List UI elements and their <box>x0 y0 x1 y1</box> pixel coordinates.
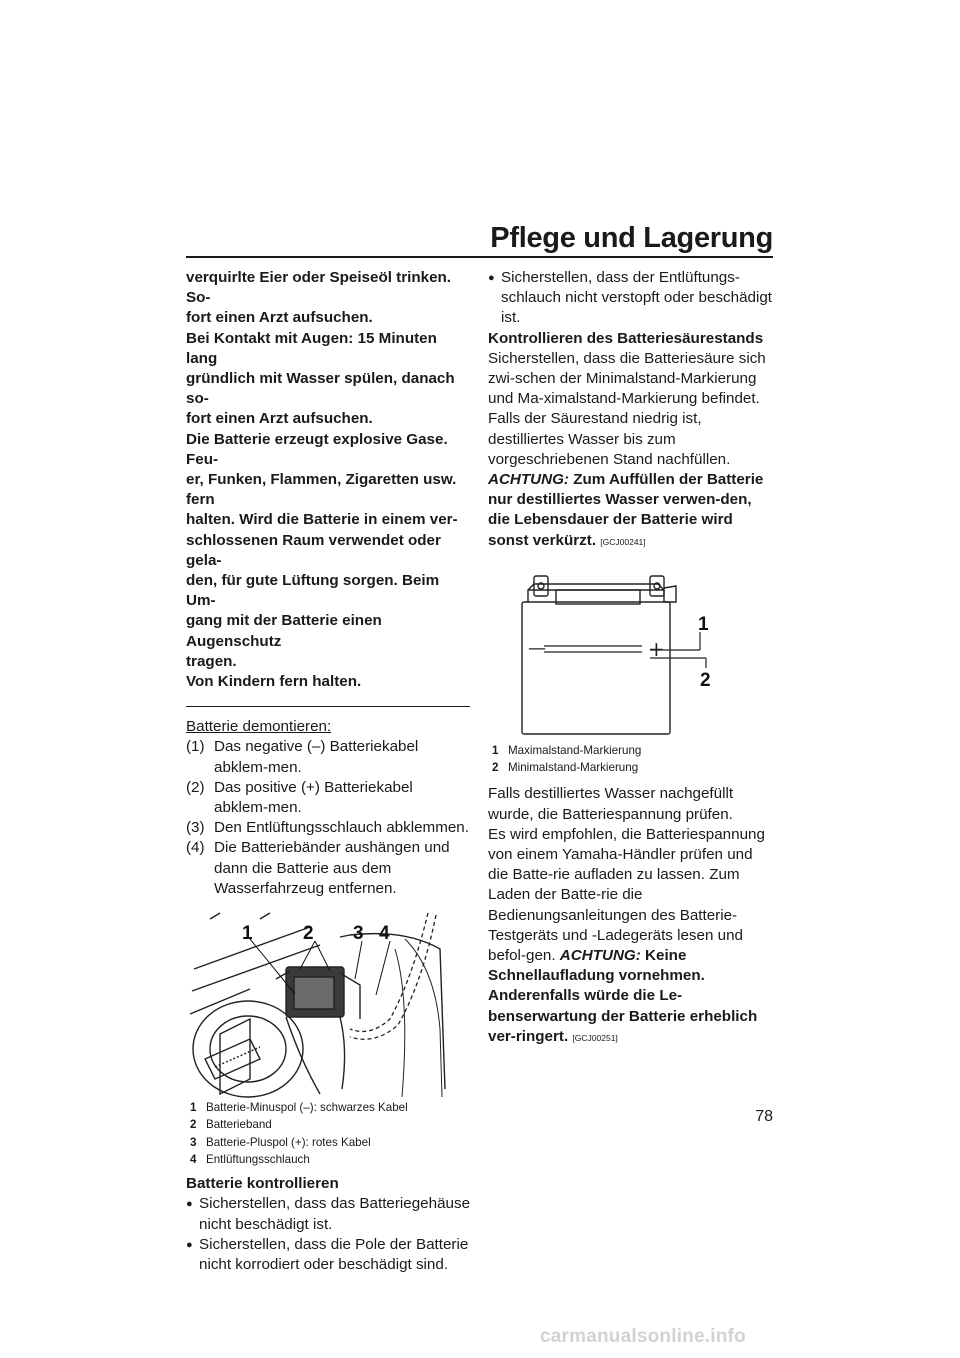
acid-heading: Kontrollieren des Batteriesäurestands <box>488 329 764 347</box>
header-rule <box>186 256 773 258</box>
minus-sign: — <box>528 637 546 659</box>
step-number: (4) <box>186 839 205 857</box>
warning-line: Die Batterie erzeugt explosive Gase. Feu- <box>186 430 448 468</box>
plus-sign: + <box>648 636 665 661</box>
reference-code: [GCJ00251] <box>572 1032 618 1043</box>
step-item <box>186 737 470 777</box>
step-item <box>186 838 470 899</box>
warning-line: schlossenen Raum verwendet oder gela- <box>186 531 441 569</box>
warning-line: er, Funken, Flammen, Zigaretten usw. fern <box>186 471 457 509</box>
figure-callout: 2 <box>700 669 711 691</box>
battery-installed-illustration <box>190 909 450 1099</box>
bullet-item <box>186 1235 470 1275</box>
acid-paragraph: Sicherstellen, dass die Batteriesäure sich zwi-schen der Minimalstand-Markierung und Ma-ximalstand-Markierung befindet. <box>488 349 766 408</box>
figure-caption <box>488 759 774 776</box>
step-number: (1) <box>186 738 205 756</box>
figure-callout: 1 <box>242 923 253 945</box>
figure-callout: 4 <box>379 923 390 945</box>
step-item <box>186 778 470 818</box>
caption-text: Batterie-Pluspol (+): rotes Kabel <box>206 1135 371 1149</box>
warning-line: den, für gute Lüftung sorgen. Beim Um- <box>186 572 440 610</box>
charging-text: Es wird empfohlen, die Batteriespannung von einem Yamaha-Händler prüfen und die Batte-rie aufladen zu lassen. Zum Laden der Batte-rie die Bedienungsanleitungen des Batterie-Testgeräts und -Ladegeräts lesen und befol-gen. <box>488 825 765 965</box>
warning-line: halten. Wird die Batterie in einem ver- <box>186 511 458 529</box>
reference-code: [GCJ00241] <box>600 536 646 547</box>
achtung-text: Zum Auffüllen der Batterie nur destilliertes Wasser verwen-den, die Lebensdauer der Batterie wird sonst verkürzt. <box>488 471 764 549</box>
warning-line: Von Kindern fern halten. <box>186 673 362 691</box>
figure-caption <box>186 1134 470 1151</box>
battery-level-illustration <box>518 568 758 738</box>
acid-refill-paragraph <box>488 409 774 551</box>
caption-text: Batterie-Minuspol (–): schwarzes Kabel <box>206 1101 408 1115</box>
figure-caption <box>186 1116 470 1133</box>
bullet-text: Sicherstellen, dass der Entlüftungs-schlauch nicht verstopft oder beschädigt ist. <box>501 269 773 327</box>
warning-line: fort einen Arzt aufsuchen. <box>186 410 373 428</box>
warning-text <box>186 268 470 700</box>
page-title: Pflege und Lagerung <box>490 222 773 254</box>
left-column <box>186 268 470 1275</box>
figure-callout: 2 <box>303 923 314 945</box>
caption-number: 3 <box>190 1135 197 1149</box>
step-number: (2) <box>186 778 205 796</box>
bullet-text: Sicherstellen, dass die Pole der Batterie nicht korrodiert oder beschädigt sind. <box>199 1235 469 1274</box>
removal-heading: Batterie demontieren: <box>186 718 332 736</box>
figure-caption <box>186 1151 470 1168</box>
warning-line: fort einen Arzt aufsuchen. <box>186 309 373 327</box>
warning-line: tragen. <box>186 652 237 670</box>
right-column <box>488 268 774 1048</box>
figure-caption <box>488 742 774 759</box>
warning-line: verquirlte Eier oder Speiseöl trinken. So- <box>186 269 452 307</box>
warning-line: Bei Kontakt mit Augen: 15 Minuten lang <box>186 329 437 367</box>
step-text: Die Batteriebänder aushängen und dann die Batterie aus dem Wasserfahrzeug entfernen. <box>214 839 450 897</box>
figure-caption <box>186 1099 470 1116</box>
caption-number: 2 <box>492 761 499 775</box>
achtung-text: Keine Schnellaufladung vornehmen. Anderenfalls würde die Le-benserwartung der Batterie erheblich ver-ringert. <box>488 947 758 1045</box>
caption-text: Maximalstand-Markierung <box>508 743 642 757</box>
page-number: 78 <box>755 1108 773 1125</box>
watermark: carmanualsonline.info <box>540 1326 746 1347</box>
warning-end-rule <box>186 706 470 707</box>
step-number: (3) <box>186 819 205 837</box>
caption-text: Entlüftungsschlauch <box>206 1152 310 1166</box>
caption-text: Minimalstand-Markierung <box>508 761 639 775</box>
step-text: Den Entlüftungsschlauch abklemmen. <box>214 819 469 837</box>
step-text: Das negative (–) Batteriekabel abklem-men. <box>214 738 419 776</box>
caption-number: 2 <box>190 1118 197 1132</box>
caption-text: Batterieband <box>206 1118 272 1132</box>
achtung-label: ACHTUNG: <box>559 947 641 965</box>
warning-line: gründlich mit Wasser spülen, danach so- <box>186 370 455 408</box>
warning-line: gang mit der Batterie einen Augenschutz <box>186 612 382 650</box>
step-item <box>186 818 470 838</box>
bullet-item <box>186 1194 470 1234</box>
bullet-icon: ● <box>186 1238 193 1251</box>
check-heading: Batterie kontrollieren <box>186 1175 339 1193</box>
bullet-item <box>488 268 774 329</box>
caption-number: 4 <box>190 1152 197 1166</box>
step-text: Das positive (+) Batteriekabel abklem-men. <box>214 778 413 817</box>
figure-callout: 3 <box>353 923 364 945</box>
bullet-icon: ● <box>488 272 495 284</box>
charging-paragraph <box>488 825 774 1048</box>
acid-refill-text: Falls der Säurestand niedrig ist, destilliertes Wasser bis zum vorgeschriebenen Stand nachfüllen. <box>488 410 731 468</box>
caption-number: 1 <box>492 743 499 757</box>
bullet-text: Sicherstellen, dass das Batteriegehäuse nicht beschädigt ist. <box>199 1195 471 1233</box>
figure-callout: 1 <box>698 613 709 635</box>
voltage-paragraph: Falls destilliertes Wasser nachgefüllt wurde, die Batteriespannung prüfen. <box>488 785 734 823</box>
achtung-label: ACHTUNG: <box>488 471 569 489</box>
caption-number: 1 <box>190 1101 197 1115</box>
bullet-icon: ● <box>186 1198 193 1211</box>
